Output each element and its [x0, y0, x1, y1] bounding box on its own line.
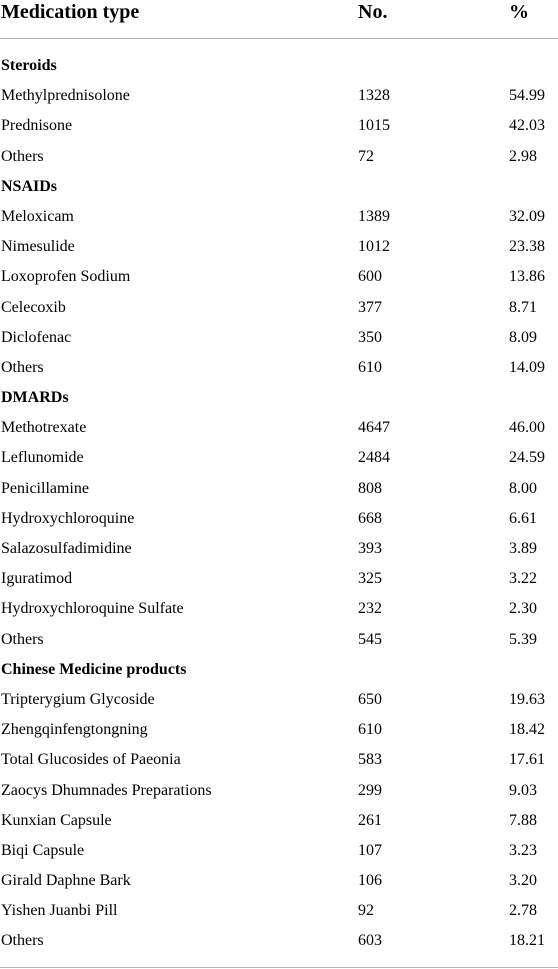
medication-name: Diclofenac	[1, 328, 72, 346]
table-row	[0, 745, 558, 775]
count-cell: 106	[358, 872, 382, 890]
percent-cell: 6.61	[509, 509, 537, 527]
table-row	[0, 202, 558, 232]
count-cell: 583	[358, 751, 382, 769]
table-body	[0, 51, 558, 957]
count-cell: 1389	[358, 207, 390, 225]
percent-cell: 2.98	[509, 147, 537, 165]
table-row	[0, 715, 558, 745]
count-cell: 299	[358, 781, 382, 799]
count-cell: 668	[358, 509, 382, 527]
table-row	[0, 413, 558, 443]
table-row	[0, 474, 558, 504]
percent-cell: 42.03	[509, 117, 545, 135]
count-cell: 350	[358, 328, 382, 346]
medication-name: Girald Daphne Bark	[1, 872, 131, 890]
group-header-row	[0, 655, 558, 685]
medication-name: Zaocys Dhumnades Preparations	[1, 781, 212, 799]
percent-cell: 32.09	[509, 207, 545, 225]
table-row	[0, 443, 558, 473]
medication-name: Tripterygium Glycoside	[1, 690, 155, 708]
percent-cell: 13.86	[509, 268, 545, 286]
table-row	[0, 534, 558, 564]
medication-name: Methotrexate	[1, 419, 87, 437]
count-cell: 1328	[358, 87, 390, 105]
medication-name: Yishen Juanbi Pill	[1, 902, 118, 920]
percent-cell: 24.59	[509, 449, 545, 467]
group-name: DMARDs	[1, 389, 69, 407]
medication-name: Iguratimod	[1, 570, 73, 588]
medication-name: Total Glucosides of Paeonia	[1, 751, 181, 769]
count-cell: 393	[358, 540, 382, 557]
percent-cell: 8.00	[509, 479, 537, 497]
count-cell: 610	[358, 721, 382, 739]
table-row	[0, 594, 558, 624]
table-row	[0, 776, 558, 806]
medication-name: Others	[1, 630, 44, 648]
group-name: Steroids	[1, 57, 57, 74]
group-name: NSAIDs	[1, 177, 58, 195]
count-cell: 610	[358, 358, 382, 376]
count-cell: 808	[358, 479, 382, 497]
table-row	[0, 262, 558, 292]
table-row	[0, 323, 558, 353]
percent-cell: 9.03	[509, 781, 537, 799]
medication-name: Zhengqinfengtongning	[1, 721, 148, 739]
medication-name: Prednisone	[1, 117, 73, 135]
group-header-row	[0, 172, 558, 202]
medication-name: Others	[1, 932, 44, 950]
medication-name: Kunxian Capsule	[1, 811, 112, 829]
count-cell: 4647	[358, 419, 390, 437]
header-number: No.	[358, 1, 388, 23]
table-row	[0, 926, 558, 956]
table-row	[0, 353, 558, 383]
table-row	[0, 111, 558, 141]
percent-cell: 3.20	[509, 872, 537, 890]
table-row	[0, 806, 558, 836]
count-cell: 1012	[358, 238, 390, 256]
percent-cell: 23.38	[509, 238, 545, 256]
medication-name: Nimesulide	[1, 238, 75, 256]
percent-cell: 3.89	[509, 540, 537, 557]
table-row	[0, 625, 558, 655]
table-row	[0, 81, 558, 111]
percent-cell: 7.88	[509, 811, 537, 829]
medication-name: Biqi Capsule	[1, 841, 85, 859]
percent-cell: 54.99	[509, 87, 545, 105]
table-row	[0, 866, 558, 896]
table-header	[0, 0, 558, 39]
percent-cell: 18.42	[509, 721, 545, 739]
medication-name: Celecoxib	[1, 298, 66, 316]
percent-cell: 46.00	[509, 419, 545, 437]
percent-cell: 8.09	[509, 328, 537, 346]
medication-name: Meloxicam	[1, 207, 74, 225]
bottom-rule	[0, 967, 558, 968]
percent-cell: 3.22	[509, 570, 537, 588]
count-cell: 377	[358, 298, 382, 316]
table-row	[0, 232, 558, 262]
count-cell: 545	[358, 630, 382, 648]
count-cell: 107	[358, 841, 382, 859]
header-percent: %	[509, 1, 529, 23]
group-header-row	[0, 383, 558, 413]
table-row	[0, 293, 558, 323]
count-cell: 603	[358, 932, 382, 950]
percent-cell: 5.39	[509, 630, 537, 648]
count-cell: 2484	[358, 449, 390, 467]
medication-name: Hydroxychloroquine Sulfate	[1, 600, 184, 618]
medication-name: Others	[1, 358, 44, 376]
percent-cell: 3.23	[509, 841, 537, 859]
count-cell: 72	[358, 147, 374, 165]
medication-name: Salazosulfadimidine	[1, 540, 132, 557]
count-cell: 232	[358, 600, 382, 618]
table-row	[0, 564, 558, 594]
percent-cell: 18.21	[509, 932, 545, 950]
percent-cell: 14.09	[509, 358, 545, 376]
count-cell: 600	[358, 268, 382, 286]
table-row	[0, 836, 558, 866]
medication-name: Penicillamine	[1, 479, 89, 497]
header-medication-type: Medication type	[1, 1, 140, 23]
percent-cell: 17.61	[509, 751, 545, 769]
table-row	[0, 685, 558, 715]
medication-name: Others	[1, 147, 44, 165]
table-row	[0, 896, 558, 926]
percent-cell: 8.71	[509, 298, 537, 316]
count-cell: 261	[358, 811, 382, 829]
count-cell: 92	[358, 902, 374, 920]
count-cell: 1015	[358, 117, 390, 135]
medication-name: Leflunomide	[1, 449, 84, 467]
percent-cell: 2.78	[509, 902, 537, 920]
medication-name: Hydroxychloroquine	[1, 509, 135, 527]
count-cell: 325	[358, 570, 382, 588]
table-row	[0, 504, 558, 534]
group-name: Chinese Medicine products	[1, 660, 187, 678]
count-cell: 650	[358, 690, 382, 708]
percent-cell: 2.30	[509, 600, 537, 618]
group-header-row	[0, 51, 558, 81]
table-row	[0, 142, 558, 172]
medication-name: Loxoprofen Sodium	[1, 268, 131, 286]
medication-name: Methylprednisolone	[1, 87, 130, 105]
percent-cell: 19.63	[509, 690, 545, 708]
